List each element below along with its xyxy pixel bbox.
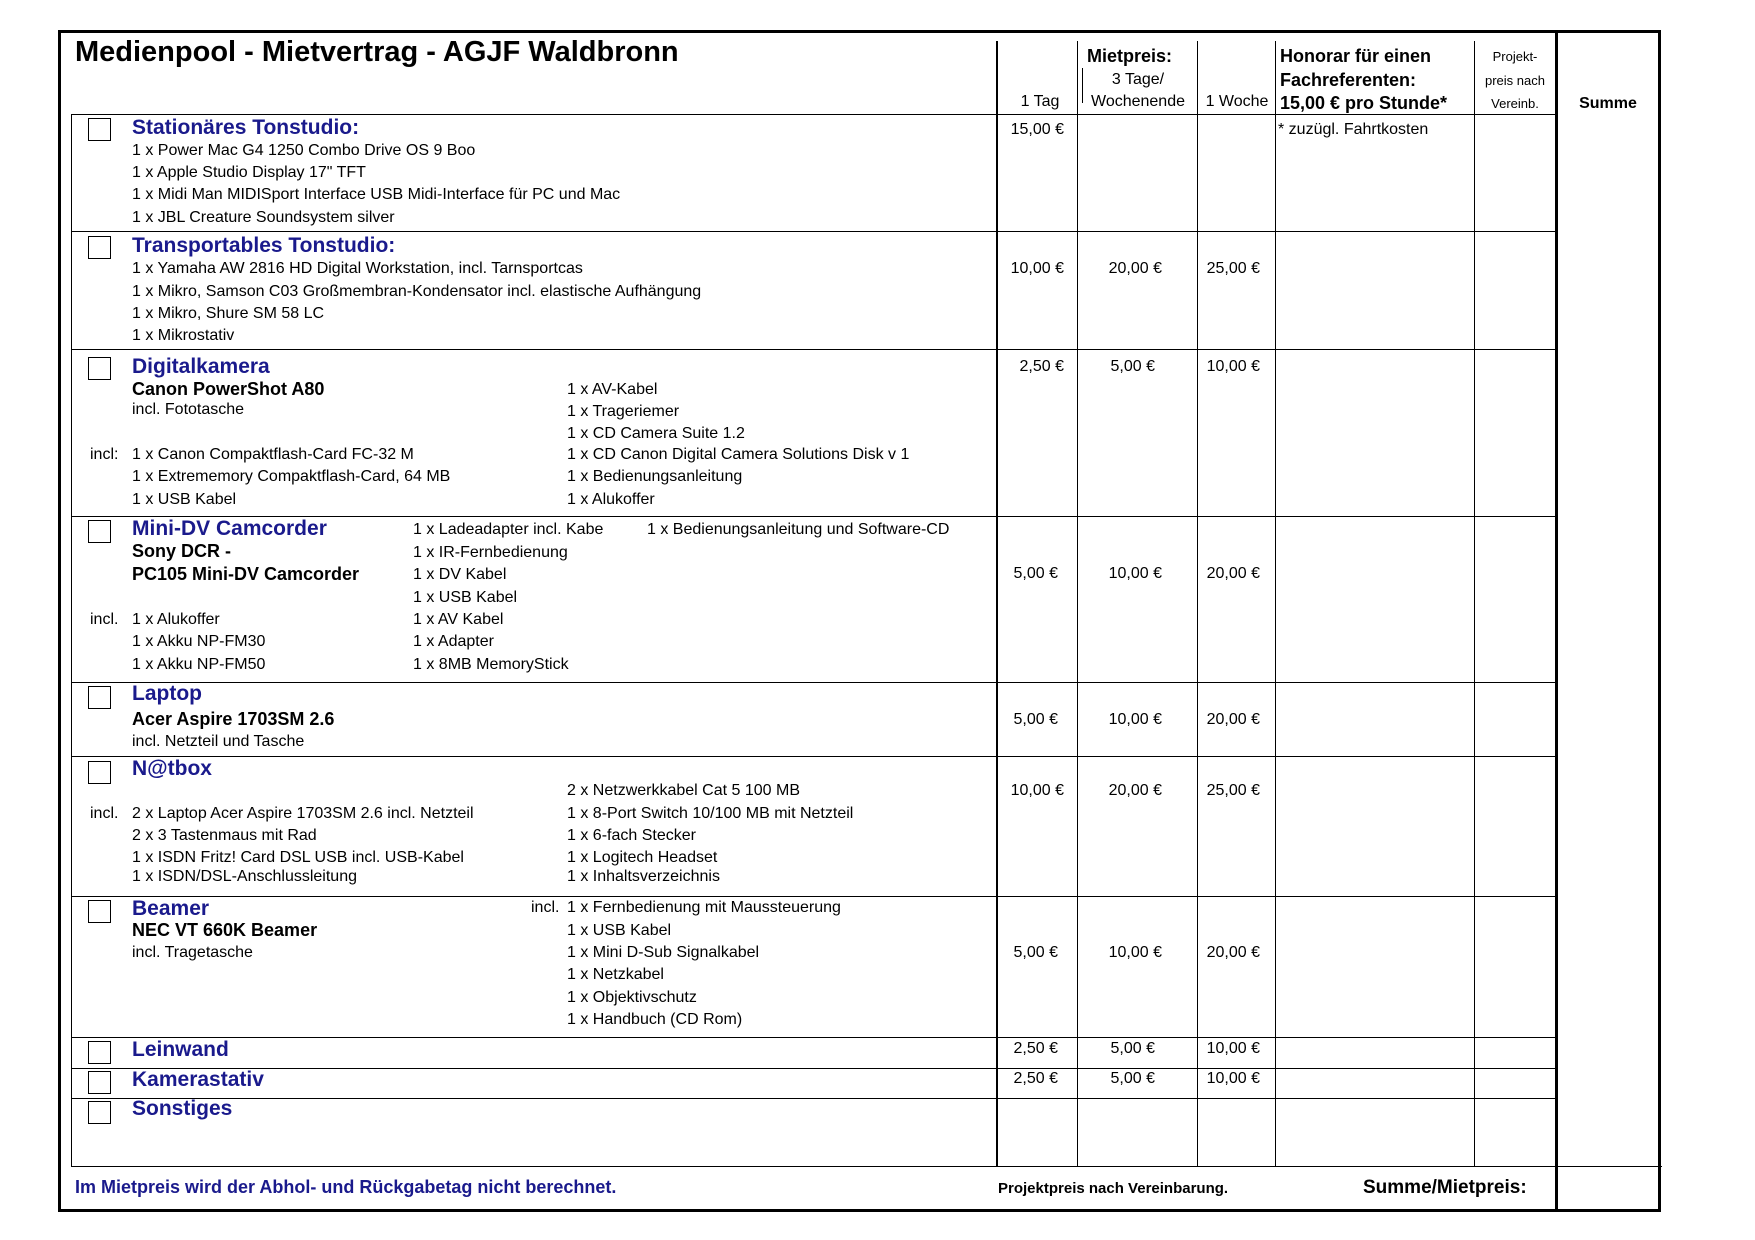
item: 1 x Mikro, Samson C03 Großmembran-Kondensator incl. elastische Aufhängung bbox=[132, 283, 702, 300]
item: 1 x Fernbedienung mit Maussteuerung bbox=[567, 899, 841, 916]
honorar-note: * zuzügl. Fahrtkosten bbox=[1278, 121, 1429, 138]
category-stationaeres-tonstudio: Stationäres Tonstudio: bbox=[132, 116, 360, 139]
header-mietpreis: Mietpreis: bbox=[1087, 46, 1173, 66]
item: 1 x Objektivschutz bbox=[567, 989, 697, 1006]
row-line-7 bbox=[71, 1037, 1558, 1038]
header-projekt-3: Vereinb. bbox=[1491, 96, 1539, 111]
item: 1 x Netzkabel bbox=[567, 966, 664, 983]
model-name: Canon PowerShot A80 bbox=[132, 379, 325, 399]
item: 2 x Netzwerkkabel Cat 5 100 MB bbox=[567, 782, 800, 799]
item: 1 x IR-Fernbedienung bbox=[413, 544, 568, 561]
price-1-tag: 2,50 € bbox=[1019, 358, 1064, 375]
item: 1 x Canon Compaktflash-Card FC-32 M bbox=[132, 446, 414, 463]
category-transportables-tonstudio: Transportables Tonstudio: bbox=[132, 234, 396, 257]
price-3-tage: 5,00 € bbox=[1110, 1070, 1155, 1087]
col-line-4 bbox=[1275, 41, 1276, 1166]
price-3-tage: 10,00 € bbox=[1108, 944, 1162, 961]
item: 1 x Akku NP-FM50 bbox=[132, 656, 266, 673]
item: incl. Fototasche bbox=[132, 401, 245, 418]
price-1-woche: 20,00 € bbox=[1206, 711, 1260, 728]
price-3-tage: 10,00 € bbox=[1108, 565, 1162, 582]
item: 1 x CD Camera Suite 1.2 bbox=[567, 425, 745, 442]
item: 1 x Akku NP-FM30 bbox=[132, 633, 266, 650]
header-wochenende: Wochenende bbox=[1091, 93, 1185, 110]
item: 1 x AV-Kabel bbox=[567, 381, 658, 398]
item: incl. Netzteil und Tasche bbox=[132, 733, 305, 750]
category-sonstiges: Sonstiges bbox=[132, 1097, 233, 1120]
item: incl. Tragetasche bbox=[132, 944, 253, 961]
price-3-tage: 5,00 € bbox=[1110, 358, 1155, 375]
header-honorar-1: Honorar für einen bbox=[1280, 46, 1432, 66]
item: 1 x USB Kabel bbox=[132, 491, 237, 508]
footer-summe-label: Summe/Mietpreis: bbox=[1363, 1177, 1527, 1198]
item: 1 x 6-fach Stecker bbox=[567, 827, 696, 844]
model-name: PC105 Mini-DV Camcorder bbox=[132, 564, 360, 584]
col-line-5 bbox=[1474, 41, 1475, 1166]
col-line-3 bbox=[1197, 41, 1198, 1166]
item: 1 x Bedienungsanleitung bbox=[567, 468, 743, 485]
item: 1 x 8MB MemoryStick bbox=[413, 656, 569, 673]
model-name: Acer Aspire 1703SM 2.6 bbox=[132, 709, 335, 729]
item: 1 x Power Mac G4 1250 Combo Drive OS 9 Boo bbox=[132, 142, 476, 159]
row-line-10 bbox=[71, 1166, 1662, 1167]
price-3-tage: 20,00 € bbox=[1108, 260, 1162, 277]
row-line-5 bbox=[71, 756, 1558, 757]
col-line-6 bbox=[1555, 33, 1558, 1210]
contract-frame bbox=[58, 30, 1661, 1212]
price-1-tag: 5,00 € bbox=[1013, 944, 1058, 961]
item: 1 x AV Kabel bbox=[413, 611, 504, 628]
category-laptop: Laptop bbox=[132, 682, 202, 705]
item: 1 x USB Kabel bbox=[567, 922, 672, 939]
price-1-tag: 5,00 € bbox=[1013, 565, 1058, 582]
header-summe: Summe bbox=[1579, 95, 1637, 112]
price-1-tag: 10,00 € bbox=[1010, 782, 1064, 799]
footer-projektpreis: Projektpreis nach Vereinbarung. bbox=[998, 1180, 1229, 1197]
category-beamer: Beamer bbox=[132, 897, 210, 920]
item: 1 x Mini D-Sub Signalkabel bbox=[567, 944, 760, 961]
price-1-woche: 25,00 € bbox=[1206, 782, 1260, 799]
checkbox-natbox[interactable] bbox=[88, 761, 111, 784]
item: 1 x Adapter bbox=[413, 633, 494, 650]
item: 1 x Alukoffer bbox=[567, 491, 655, 508]
item: 2 x 3 Tastenmaus mit Rad bbox=[132, 827, 317, 844]
incl-label: incl: bbox=[90, 446, 119, 463]
item: 1 x DV Kabel bbox=[413, 566, 507, 583]
header-honorar-2: Fachreferenten: bbox=[1280, 70, 1417, 90]
checkbox-kamerastativ[interactable] bbox=[88, 1071, 111, 1094]
item: 2 x Laptop Acer Aspire 1703SM 2.6 incl. Netzteil bbox=[132, 805, 474, 822]
price-1-tag: 10,00 € bbox=[1010, 260, 1064, 277]
item: 1 x Extrememory Compaktflash-Card, 64 MB bbox=[132, 468, 451, 485]
header-1-tag: 1 Tag bbox=[1020, 93, 1060, 110]
checkbox-mini-dv-camcorder[interactable] bbox=[88, 520, 111, 543]
price-1-woche: 10,00 € bbox=[1206, 1040, 1260, 1057]
price-3-tage: 20,00 € bbox=[1108, 782, 1162, 799]
item: 1 x Handbuch (CD Rom) bbox=[567, 1011, 743, 1028]
category-leinwand: Leinwand bbox=[132, 1038, 229, 1061]
checkbox-transportables-tonstudio[interactable] bbox=[88, 236, 111, 259]
price-1-woche: 20,00 € bbox=[1206, 944, 1260, 961]
item: 1 x Mikrostativ bbox=[132, 327, 235, 344]
price-3-tage: 5,00 € bbox=[1110, 1040, 1155, 1057]
header-honorar-3: 15,00 € pro Stunde* bbox=[1280, 93, 1448, 113]
category-digitalkamera: Digitalkamera bbox=[132, 355, 270, 378]
price-3-tage: 10,00 € bbox=[1108, 711, 1162, 728]
item: 1 x ISDN/DSL-Anschlussleitung bbox=[132, 868, 357, 885]
checkbox-beamer[interactable] bbox=[88, 900, 111, 923]
col-line-1 bbox=[996, 41, 998, 1166]
checkbox-sonstiges[interactable] bbox=[88, 1101, 111, 1124]
item: 1 x Inhaltsverzeichnis bbox=[567, 868, 720, 885]
item: 1 x ISDN Fritz! Card DSL USB incl. USB-Kabel bbox=[132, 849, 464, 866]
price-1-tag: 2,50 € bbox=[1013, 1040, 1058, 1057]
item: 1 x 8-Port Switch 10/100 MB mit Netzteil bbox=[567, 805, 854, 822]
summe-total-field[interactable] bbox=[1558, 1166, 1658, 1208]
category-natbox: N@tbox bbox=[132, 757, 212, 780]
row-line-1 bbox=[71, 231, 1558, 232]
model-name: Sony DCR - bbox=[132, 541, 231, 561]
price-1-tag: 2,50 € bbox=[1013, 1070, 1058, 1087]
row-line-2 bbox=[71, 349, 1558, 350]
header-projekt-2: preis nach bbox=[1485, 73, 1545, 88]
incl-label: incl. bbox=[531, 899, 560, 916]
item: 1 x Yamaha AW 2816 HD Digital Workstation, incl. Tarnsportcas bbox=[132, 260, 583, 277]
price-1-woche: 10,00 € bbox=[1206, 358, 1260, 375]
checkbox-digitalkamera[interactable] bbox=[88, 357, 111, 380]
item: 1 x Logitech Headset bbox=[567, 849, 718, 866]
checkbox-laptop[interactable] bbox=[88, 686, 111, 709]
header-3-tage: 3 Tage/ bbox=[1111, 71, 1165, 88]
row-line-9 bbox=[71, 1098, 1558, 1099]
checkbox-leinwand[interactable] bbox=[88, 1041, 111, 1064]
header-1-woche: 1 Woche bbox=[1205, 93, 1269, 110]
model-name: NEC VT 660K Beamer bbox=[132, 920, 318, 940]
price-1-woche: 25,00 € bbox=[1206, 260, 1260, 277]
incl-label: incl. bbox=[90, 805, 119, 822]
row-line-header bbox=[71, 114, 1558, 115]
item: 1 x Bedienungsanleitung und Software-CD bbox=[647, 521, 950, 538]
item: 1 x Mikro, Shure SM 58 LC bbox=[132, 305, 325, 322]
item: 1 x USB Kabel bbox=[413, 589, 518, 606]
incl-label: incl. bbox=[90, 611, 119, 628]
item: 1 x Midi Man MIDISport Interface USB Midi-Interface für PC und Mac bbox=[132, 186, 621, 203]
col-line-2-top bbox=[1082, 68, 1083, 103]
item: 1 x Ladeadapter incl. Kabe bbox=[413, 521, 604, 538]
price-1-tag: 15,00 € bbox=[1010, 121, 1064, 138]
item: 1 x CD Canon Digital Camera Solutions Disk v 1 bbox=[567, 446, 910, 463]
row-line-8 bbox=[71, 1068, 1558, 1069]
row-line-4 bbox=[71, 682, 1558, 683]
header-projekt-1: Projekt- bbox=[1492, 49, 1538, 64]
price-1-woche: 20,00 € bbox=[1206, 565, 1260, 582]
price-1-woche: 10,00 € bbox=[1206, 1070, 1260, 1087]
category-kamerastativ: Kamerastativ bbox=[132, 1068, 264, 1091]
category-mini-dv-camcorder: Mini-DV Camcorder bbox=[132, 517, 327, 540]
item: 1 x Alukoffer bbox=[132, 611, 220, 628]
price-1-tag: 5,00 € bbox=[1013, 711, 1058, 728]
col-line-2 bbox=[1077, 41, 1078, 1166]
item: 1 x Trageriemer bbox=[567, 403, 680, 420]
footer-note: Im Mietpreis wird der Abhol- und Rückgabetag nicht berechnet. bbox=[75, 1177, 617, 1197]
item: 1 x Apple Studio Display 17" TFT bbox=[132, 164, 366, 181]
page-title: Medienpool - Mietvertrag - AGJF Waldbronn bbox=[75, 36, 679, 68]
left-inner-line bbox=[71, 115, 72, 1166]
checkbox-stationaeres-tonstudio[interactable] bbox=[88, 118, 111, 141]
item: 1 x JBL Creature Soundsystem silver bbox=[132, 209, 395, 226]
row-line-6 bbox=[71, 896, 1558, 897]
